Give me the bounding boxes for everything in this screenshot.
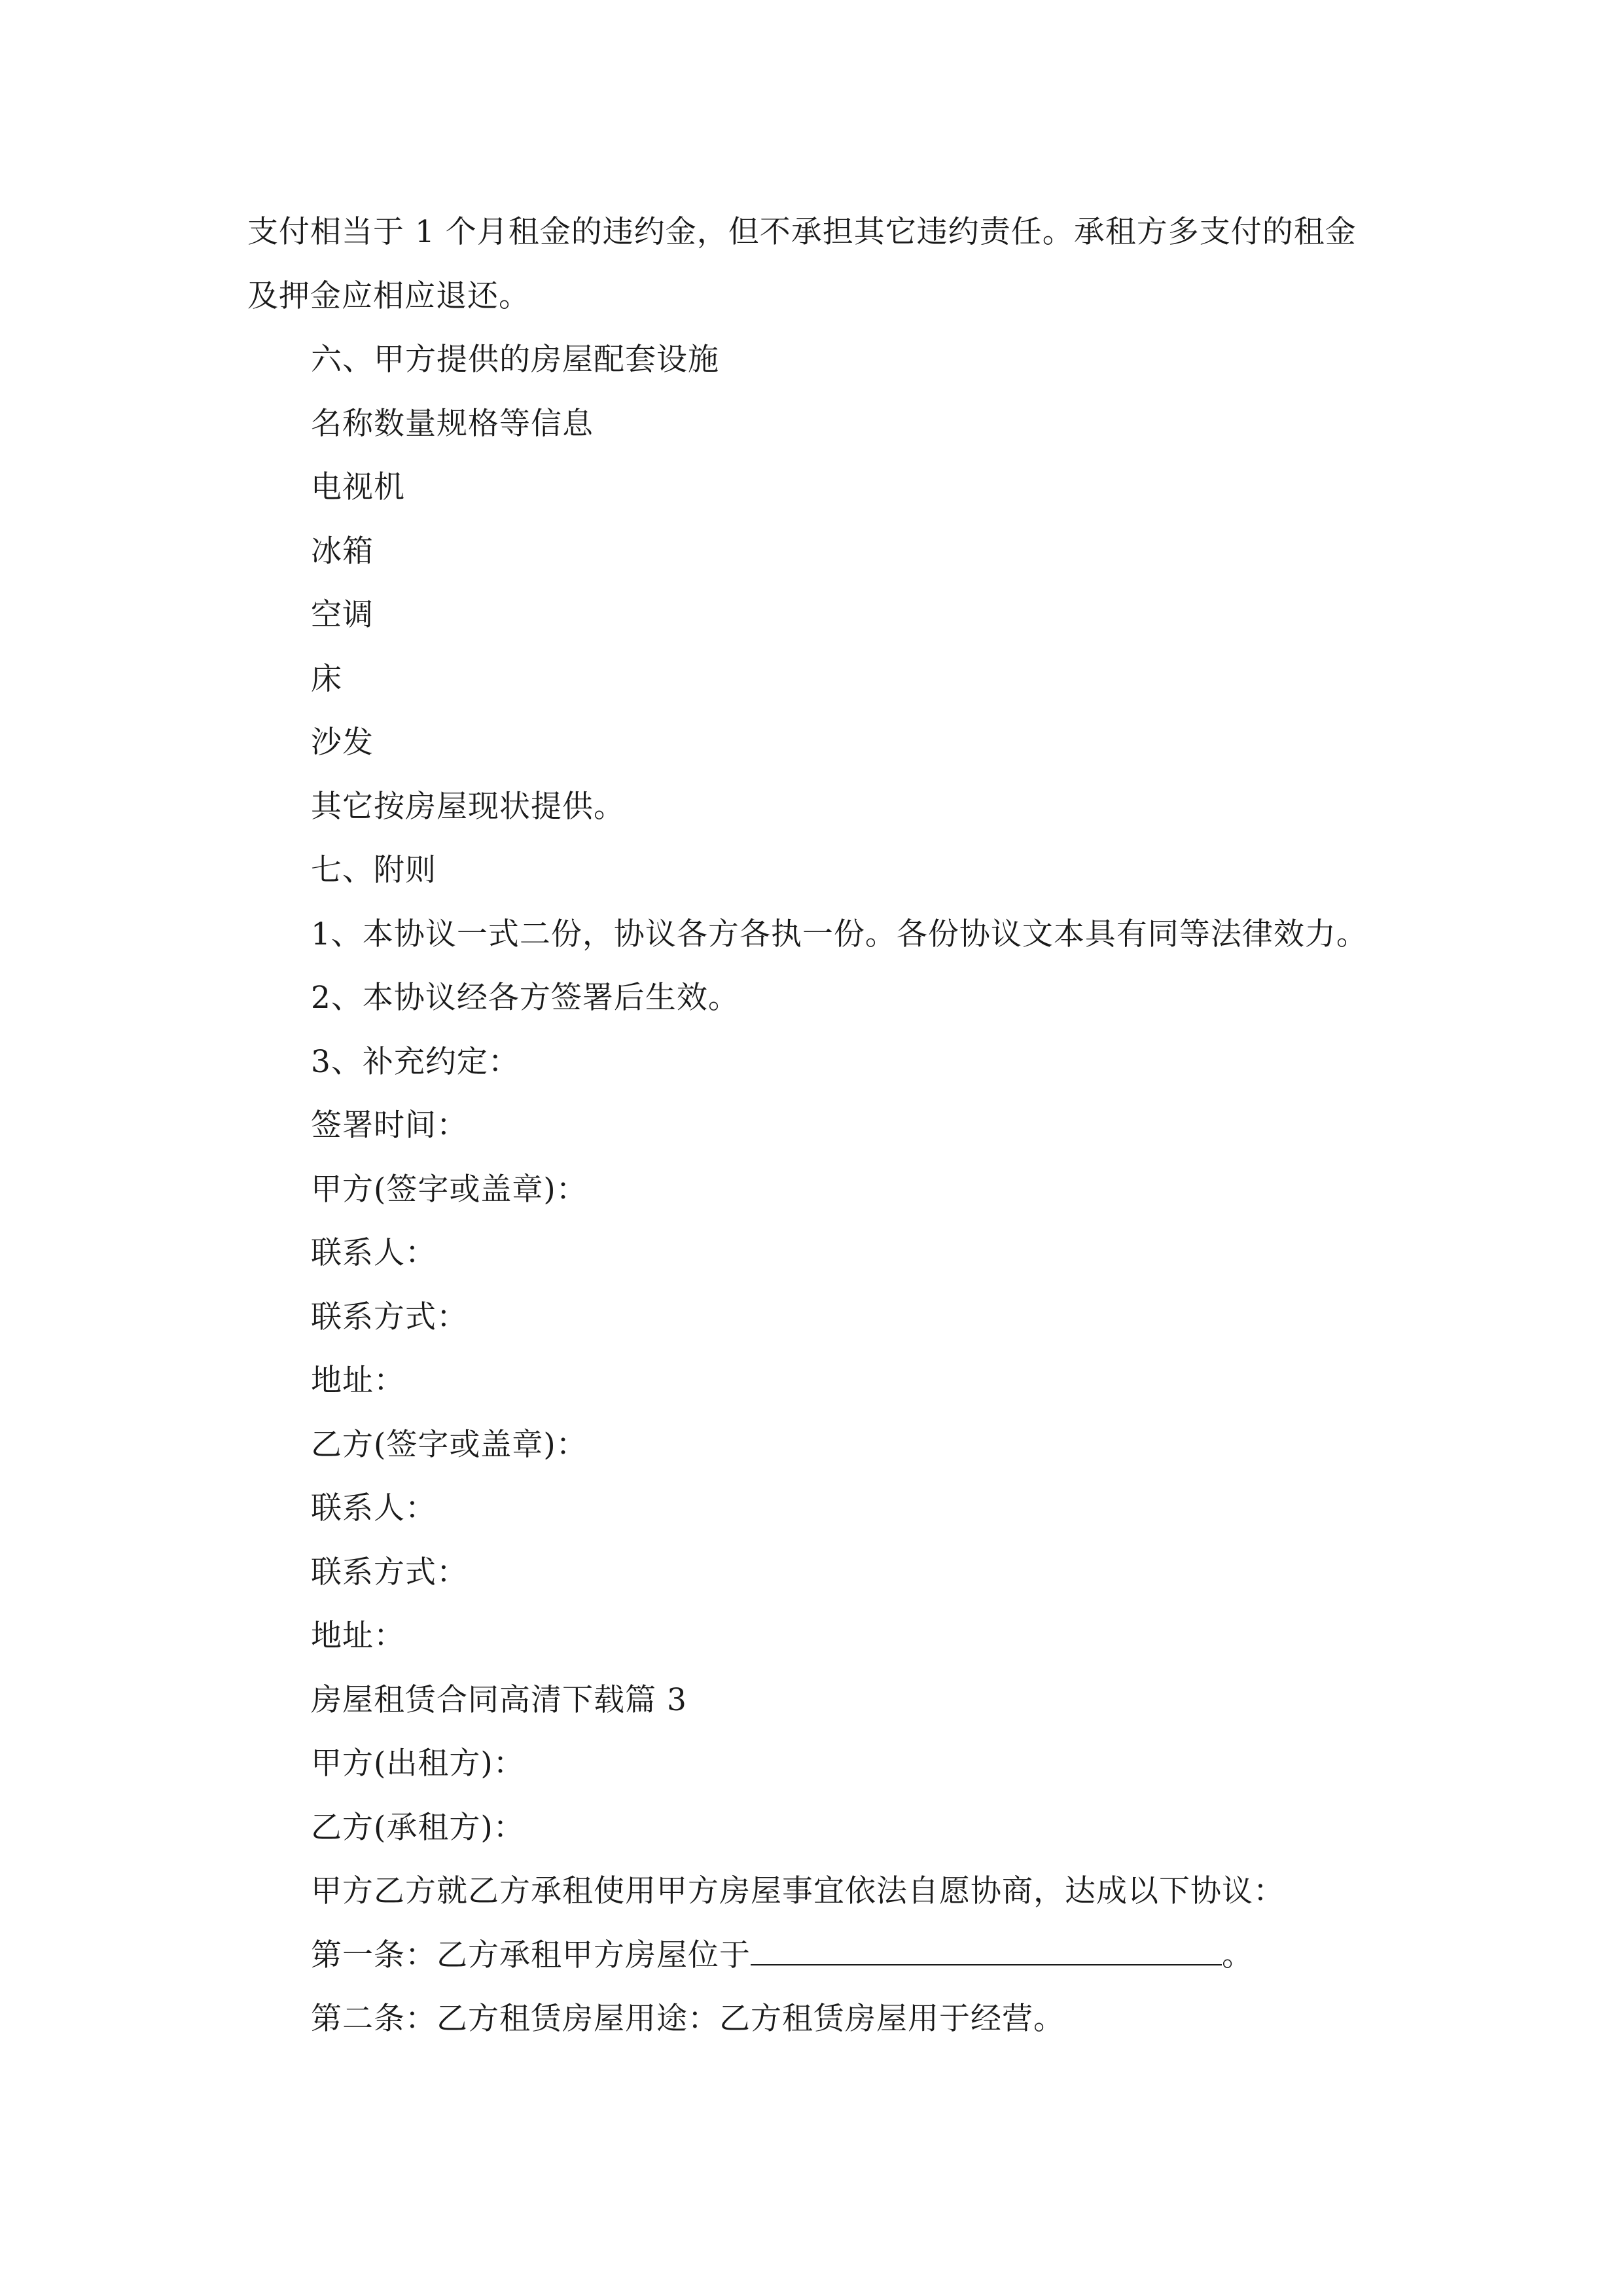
address-blank-line: [751, 1929, 1222, 1965]
article-one: [247, 1924, 1412, 1988]
party-a-signature-label: 甲方(签字或盖章)：: [311, 1171, 588, 1208]
clause-item: 1、本协议一式二份，协议各方各执一份。各份协议文本具有同等法律效力。: [311, 916, 1368, 952]
party-b-contact-label: 联系人：: [311, 1490, 437, 1526]
section-heading-facilities: 六、甲方提供的房屋配套设施: [311, 342, 719, 378]
paragraph-line: 及押金应相应退还。: [247, 278, 530, 314]
document-body: [247, 200, 1412, 2051]
party-a-contact-label: 联系人：: [311, 1235, 437, 1271]
signing-time-label: 签署时间：: [311, 1107, 468, 1143]
agreement-intro: 甲方乙方就乙方承租使用甲方房屋事宜依法自愿协商，达成以下协议：: [311, 1873, 1285, 1909]
article-one-text: 第一条：乙方承租甲方房屋位于: [311, 1937, 751, 1973]
clause-item: 3、补充约定：: [311, 1043, 520, 1080]
contract-section-title: 房屋租赁合同高清下载篇 3: [311, 1681, 687, 1718]
section-heading-appendix: 七、附则: [311, 852, 437, 888]
article-one-suffix: 。: [1222, 1937, 1253, 1973]
paragraph-line: 其它按房屋现状提供。: [311, 788, 625, 825]
facility-item: 空调: [311, 597, 374, 633]
clause-item: 2、本协议经各方签署后生效。: [311, 980, 740, 1016]
article-two: 第二条：乙方租赁房屋用途：乙方租赁房屋用于经营。: [311, 2001, 1065, 2037]
lessor-label: 甲方(出租方)：: [311, 1746, 525, 1782]
party-a-phone-label: 联系方式：: [311, 1299, 468, 1335]
facilities-header: 名称数量规格等信息: [311, 405, 594, 442]
facility-item: 沙发: [311, 725, 374, 761]
facility-item: 冰箱: [311, 533, 374, 569]
party-b-phone-label: 联系方式：: [311, 1554, 468, 1590]
paragraph-line: 支付相当于 1 个月租金的违约金，但不承担其它违约责任。承租方多支付的租金: [247, 214, 1357, 250]
facility-item: 床: [311, 660, 342, 697]
lessee-label: 乙方(承租方)：: [311, 1809, 525, 1846]
party-b-address-label: 地址：: [311, 1618, 405, 1654]
party-b-signature-label: 乙方(签字或盖章)：: [311, 1426, 588, 1463]
facility-item: 电视机: [311, 469, 405, 505]
party-a-address-label: 地址：: [311, 1363, 405, 1399]
